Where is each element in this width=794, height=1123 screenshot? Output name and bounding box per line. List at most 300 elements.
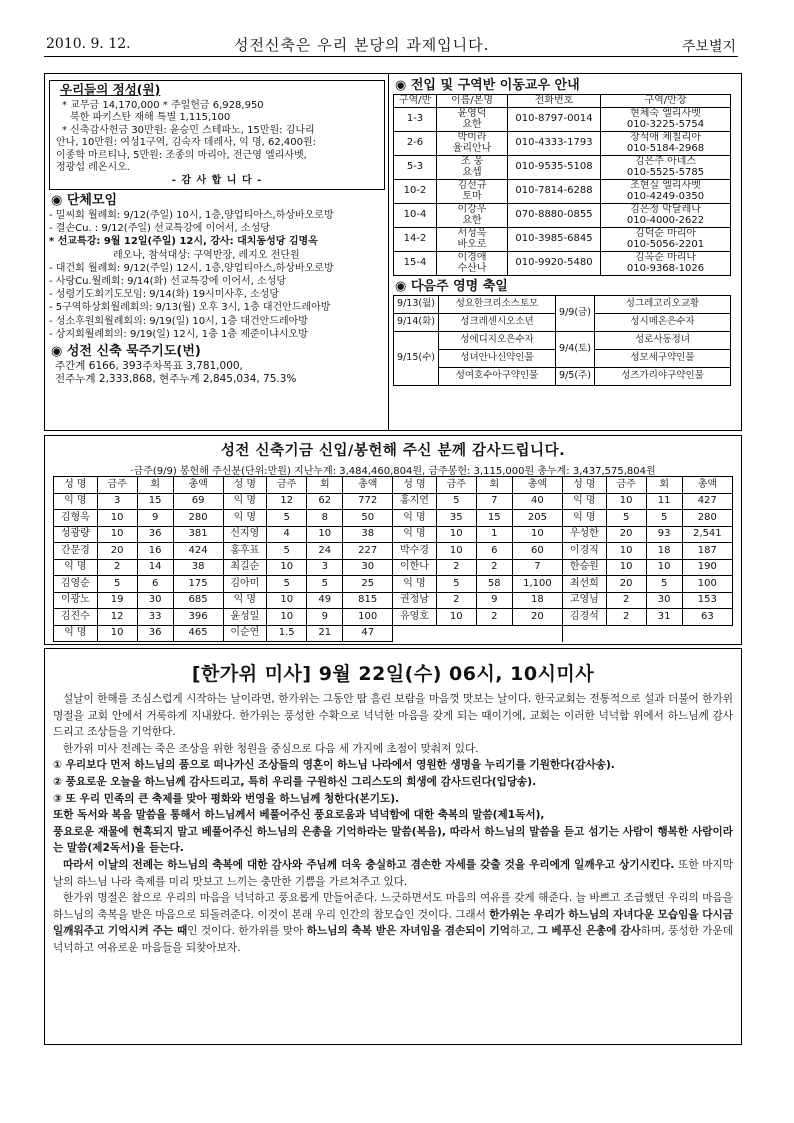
total: 100 xyxy=(682,576,732,593)
this-week: 2 xyxy=(606,592,646,609)
feast-name: 성즈가리야구약인물 xyxy=(595,367,731,385)
count: 6 xyxy=(137,576,173,593)
offering-line: * 신축감사헌금 30만원: 윤승민 스테파노, 15만원: 김나리 xyxy=(62,124,315,136)
offering-line: 이종학 마르티나, 5만원: 조종의 마리아, 전근영 엘리사벳, xyxy=(56,149,307,161)
feast-name: 성여호수아구약인물 xyxy=(439,367,556,385)
mass-reading: 또한 독서와 복음 말씀을 통해서 하느님께서 베풀어주신 풍요로움과 넉넉함에 대한 축복의 말씀(제1독서), xyxy=(53,809,545,822)
table-row xyxy=(394,367,731,385)
donor-name: 신지영 xyxy=(223,526,267,543)
total: 2,541 xyxy=(682,526,732,543)
count: 11 xyxy=(646,493,682,510)
count: 58 xyxy=(476,576,512,593)
fund-title: 성전 신축기금 신입/봉헌해 주신 분께 감사드립니다. xyxy=(220,443,566,459)
feast-name: 성녀안나신약인물 xyxy=(439,349,556,367)
this-week: 1.5 xyxy=(267,625,307,642)
fund-header-cell: 금주 xyxy=(267,477,307,494)
fund-header-cell: 성 명 xyxy=(223,477,267,494)
this-week: 5 xyxy=(436,576,476,593)
mass-text: 하고, xyxy=(509,925,538,938)
table-row xyxy=(394,179,731,203)
groups-title: ◉ 단체모임 xyxy=(51,193,118,208)
group-item: - 성령기도회기도모임: 9/14(화) 19시미사후, 소성당 xyxy=(49,289,280,301)
fund-header-cell: 금주 xyxy=(97,477,137,494)
group-item: - 성소후원회월례회의: 9/19(일) 10시, 1층 대건안드레아방 xyxy=(49,315,308,327)
table-row xyxy=(394,107,731,131)
zone: 2-6 xyxy=(394,131,437,155)
leader: 김덕순 마리아 xyxy=(634,227,697,239)
total: 25 xyxy=(343,576,393,593)
total: 227 xyxy=(343,543,393,560)
donor-name: 이광노 xyxy=(54,592,98,609)
count: 93 xyxy=(646,526,682,543)
total: 47 xyxy=(343,625,393,642)
feast-name: 성크레센시오소년 xyxy=(439,313,556,331)
fund-header-cell: 회 xyxy=(476,477,512,494)
total: 38 xyxy=(343,526,393,543)
total: 38 xyxy=(173,559,223,576)
table-row xyxy=(54,510,733,527)
donor-name: 익 명 xyxy=(54,625,98,642)
count: 36 xyxy=(137,625,173,642)
this-week: 12 xyxy=(267,493,307,510)
leader-cell xyxy=(601,179,731,203)
this-week: 10 xyxy=(436,526,476,543)
baptismal-name: 바오로 xyxy=(457,239,487,250)
donor-name: 유영호 xyxy=(393,609,437,626)
feast-date: 9/9(금) xyxy=(556,295,595,331)
count: 5 xyxy=(646,510,682,527)
donor-name: 익 명 xyxy=(393,510,437,527)
mass-text: 인 것이다. 한가위를 맞아 xyxy=(187,925,307,938)
th-phone: 전화번호 xyxy=(508,95,601,108)
this-week: 10 xyxy=(606,559,646,576)
th-zone: 구역/반 xyxy=(394,95,437,108)
group-item: * 선교특강: 9월 12일(주일) 12시, 강사: 대치동성당 김명옥 xyxy=(49,236,318,248)
name-cell xyxy=(437,155,508,179)
feast-name: 성요한크리소스토모 xyxy=(439,295,556,313)
total: 63 xyxy=(682,609,732,626)
group-item: - 결손Cu. : 9/12(주일) 선교특강에 이어서, 소성당 xyxy=(49,223,270,235)
count: 5 xyxy=(307,576,343,593)
donor-name: 김형욱 xyxy=(54,510,98,527)
this-week: 10 xyxy=(267,592,307,609)
donor-name: 익 명 xyxy=(223,592,267,609)
total: 772 xyxy=(343,493,393,510)
page-header xyxy=(44,34,738,57)
this-week: 12 xyxy=(97,609,137,626)
this-week: 10 xyxy=(97,510,137,527)
count: 31 xyxy=(646,609,682,626)
donor-name: 최선희 xyxy=(563,576,607,593)
mass-paragraph: 한가위 미사 전례는 죽은 조상을 위한 청원을 중심으로 다음 세 가지에 초점이 맞춰져 있다. xyxy=(63,742,479,755)
total: 815 xyxy=(343,592,393,609)
offering-title: 우리들의 정성(원) xyxy=(60,82,161,97)
empty-cell xyxy=(563,625,607,642)
phone: 010-4333-1793 xyxy=(508,131,601,155)
this-week: 20 xyxy=(606,526,646,543)
count: 14 xyxy=(137,559,173,576)
this-week: 5 xyxy=(606,510,646,527)
donor-name: 익 명 xyxy=(223,510,267,527)
baptismal-name: 요한 xyxy=(462,215,482,226)
table-row xyxy=(394,227,731,251)
feast-name: 성로사동정녀 xyxy=(595,331,731,349)
name: 이강우 xyxy=(457,203,487,215)
leader-phone: 010-9368-1026 xyxy=(626,263,705,274)
donor-name: 홍후표 xyxy=(223,543,267,560)
this-week: 19 xyxy=(97,592,137,609)
name-cell xyxy=(437,203,508,227)
table-row xyxy=(54,559,733,576)
table-row xyxy=(394,251,731,275)
group-item: - 사랑Cu.월례회: 9/14(화) 선교특강에 이어서, 소성당 xyxy=(49,276,287,288)
name: 박미라 xyxy=(457,131,487,143)
donor-name: 익 명 xyxy=(54,559,98,576)
prayer-line: 주간계 6166, 393주차목표 3,781,000, xyxy=(55,360,243,373)
header-date: 2010. 9. 12. xyxy=(46,36,131,52)
count: 30 xyxy=(137,592,173,609)
fund-header-cell: 금주 xyxy=(606,477,646,494)
total: 424 xyxy=(173,543,223,560)
zone: 5-3 xyxy=(394,155,437,179)
mass-body xyxy=(53,691,733,957)
count: 2 xyxy=(476,609,512,626)
this-week: 20 xyxy=(97,543,137,560)
leader-phone: 010-4249-0350 xyxy=(626,191,705,202)
count: 9 xyxy=(307,609,343,626)
donor-name: 권정남 xyxy=(393,592,437,609)
table-row xyxy=(54,592,733,609)
feast-title: ◉ 다음주 영명 축일 xyxy=(395,278,508,294)
count: 30 xyxy=(646,592,682,609)
table-row xyxy=(54,543,733,560)
donor-name: 이한나 xyxy=(393,559,437,576)
leader: 김옥순 마리나 xyxy=(634,251,697,263)
donor-name: 우성한 xyxy=(563,526,607,543)
mass-emphasis: 그 베푸신 은총에 감사 xyxy=(537,925,641,938)
donor-name: 김아미 xyxy=(223,576,267,593)
mass-emphasis: 한가위는 우리가 하느님의 자녀다운 모습임을 다시금 일깨워주고 기억시켜 주는 때 xyxy=(53,908,733,938)
this-week: 5 xyxy=(97,576,137,593)
table-header-row xyxy=(394,95,731,108)
feast-table xyxy=(393,295,731,386)
donor-name: 성광량 xyxy=(54,526,98,543)
total: 381 xyxy=(173,526,223,543)
transfers-table xyxy=(393,94,731,276)
total: 396 xyxy=(173,609,223,626)
donor-name: 한승원 xyxy=(563,559,607,576)
name: 서성욱 xyxy=(457,227,487,239)
total: 30 xyxy=(343,559,393,576)
total: 69 xyxy=(173,493,223,510)
offering-box xyxy=(49,80,385,190)
mass-section xyxy=(44,648,742,1045)
empty-cell xyxy=(476,625,512,642)
fund-header-cell: 회 xyxy=(307,477,343,494)
feast-name: 성그레고리오교황 xyxy=(595,295,731,313)
donor-name: 익 명 xyxy=(393,526,437,543)
leader: 현체숙 엘리사벳 xyxy=(630,107,701,119)
count: 9 xyxy=(476,592,512,609)
name: 이경애 xyxy=(457,251,487,263)
this-week: 10 xyxy=(436,543,476,560)
empty-cell xyxy=(393,625,437,642)
phone: 010-9535-5108 xyxy=(508,155,601,179)
empty-cell xyxy=(646,625,682,642)
total: 10 xyxy=(512,526,562,543)
this-week: 5 xyxy=(267,543,307,560)
fund-header-cell: 성 명 xyxy=(563,477,607,494)
zone: 10-4 xyxy=(394,203,437,227)
zone: 15-4 xyxy=(394,251,437,275)
leader: 김은주 아네스 xyxy=(634,155,697,167)
leader-phone: 010-4000-2622 xyxy=(626,215,705,226)
offering-line: * 교무금 14,170,000 * 주일헌금 6,928,950 xyxy=(62,99,264,111)
fund-header-cell: 총액 xyxy=(512,477,562,494)
this-week: 2 xyxy=(97,559,137,576)
feast-date: 9/13(월) xyxy=(394,295,439,313)
count: 33 xyxy=(137,609,173,626)
name-cell xyxy=(437,251,508,275)
left-column xyxy=(49,76,385,386)
feast-name: 성에디지오은수자 xyxy=(439,331,556,349)
fund-header-cell: 회 xyxy=(137,477,173,494)
name-cell xyxy=(437,131,508,155)
count: 15 xyxy=(476,510,512,527)
donor-name: 익 명 xyxy=(563,493,607,510)
count: 10 xyxy=(307,526,343,543)
table-row xyxy=(54,526,733,543)
prayer-line: 전주누계 2,333,868, 현주누계 2,845,034, 75.3% xyxy=(55,373,297,386)
total: 18 xyxy=(512,592,562,609)
phone: 070-8880-0855 xyxy=(508,203,601,227)
right-column xyxy=(393,76,735,386)
total: 280 xyxy=(173,510,223,527)
this-week: 3 xyxy=(97,493,137,510)
total: 175 xyxy=(173,576,223,593)
leader-cell xyxy=(601,155,731,179)
name-cell xyxy=(437,107,508,131)
fund-header-cell: 성 명 xyxy=(393,477,437,494)
fund-section xyxy=(44,435,742,645)
name: 윤영덕 xyxy=(457,107,487,119)
count: 21 xyxy=(307,625,343,642)
count: 6 xyxy=(476,543,512,560)
baptismal-name: 율리안나 xyxy=(452,143,492,154)
name: 김선규 xyxy=(457,179,487,191)
baptismal-name: 수산나 xyxy=(457,263,487,274)
feast-date: 9/5(주) xyxy=(556,367,595,385)
mass-point: ③ 또 우리 민족의 큰 축제를 맞아 평화와 번영을 하느님께 청한다(본기도). xyxy=(53,792,400,805)
empty-cell xyxy=(606,625,646,642)
total: 187 xyxy=(682,543,732,560)
total: 153 xyxy=(682,592,732,609)
leader-phone: 010-3225-5754 xyxy=(626,119,705,130)
feast-date: 9/4(토) xyxy=(556,331,595,367)
fund-header-cell: 총액 xyxy=(173,477,223,494)
leader-cell xyxy=(601,107,731,131)
count: 2 xyxy=(476,559,512,576)
donor-name: 익 명 xyxy=(54,493,98,510)
donor-name: 익 명 xyxy=(563,510,607,527)
mass-point: ② 풍요로운 오늘을 하느님께 감사드리고, 특히 우리를 구원하신 그리스도의 희생에 감사드린다(입당송). xyxy=(53,775,537,788)
baptismal-name: 요한 xyxy=(462,119,482,130)
mass-emphasis: 따라서 이날의 전례는 하느님의 축복에 대한 감사와 주님께 더욱 충실하고 겸손한 자세를 갖출 것을 우리에게 일깨우고 상기시킨다. xyxy=(63,858,675,871)
th-name: 이름/본명 xyxy=(437,95,508,108)
name-cell xyxy=(437,179,508,203)
count: 7 xyxy=(476,493,512,510)
table-row xyxy=(54,609,733,626)
empty-cell xyxy=(682,625,732,642)
header-title: 성전신축은 우리 본당의 과제입니다. xyxy=(234,36,490,54)
donor-name: 익 명 xyxy=(393,576,437,593)
this-week: 10 xyxy=(606,543,646,560)
count: 3 xyxy=(307,559,343,576)
count: 15 xyxy=(137,493,173,510)
count: 49 xyxy=(307,592,343,609)
fund-header-cell: 총액 xyxy=(682,477,732,494)
leader: 조현실 엘리사벳 xyxy=(630,179,701,191)
group-item: - 상지회월례회의: 9/19(일) 12시, 1층 1층 제준이냐시오방 xyxy=(49,328,308,340)
table-row xyxy=(54,625,733,642)
total: 205 xyxy=(512,510,562,527)
feast-name: 성모세구약인물 xyxy=(595,349,731,367)
empty-cell xyxy=(512,625,562,642)
this-week: 5 xyxy=(436,493,476,510)
count: 62 xyxy=(307,493,343,510)
total: 20 xyxy=(512,609,562,626)
table-row xyxy=(394,331,731,349)
count: 5 xyxy=(646,576,682,593)
group-item: - 밀씨회 월례회: 9/12(주일) 10시, 1층,양업티아스,하상바오로방 xyxy=(49,210,334,221)
mass-reading: 풍요로운 재물에 현혹되지 말고 베풀어주신 하느님의 은총을 기억하라는 말씀(복음), 따라서 하느님의 말씀을 듣고 섬기는 사람이 행복한 사람이라는 말씀(제2독서)을 듣는다. xyxy=(53,825,733,855)
total: 50 xyxy=(343,510,393,527)
empty-cell xyxy=(436,625,476,642)
donor-name: 이경직 xyxy=(563,543,607,560)
mass-text: 하며, 풍성한 가운데 넉넉하고 여유로운 마음들을 되찾아보자. xyxy=(53,925,733,954)
table-row xyxy=(394,155,731,179)
phone: 010-7814-6288 xyxy=(508,179,601,203)
leader-cell xyxy=(601,203,731,227)
table-row xyxy=(394,203,731,227)
donor-name: 최길순 xyxy=(223,559,267,576)
fund-header-cell: 회 xyxy=(646,477,682,494)
mass-title: [한가위 미사] 9월 22일(수) 06시, 10시미사 xyxy=(191,663,595,685)
table-row xyxy=(54,576,733,593)
feast-date: 9/15(수) xyxy=(394,331,439,385)
this-week: 10 xyxy=(97,625,137,642)
total: 280 xyxy=(682,510,732,527)
total: 427 xyxy=(682,493,732,510)
top-section xyxy=(44,73,742,431)
total: 685 xyxy=(173,592,223,609)
donor-name: 김진수 xyxy=(54,609,98,626)
donor-name: 홍지연 xyxy=(393,493,437,510)
group-item: - 5구역하상회월례회의: 9/13(월) 오후 3시, 1층 대건안드레아방 xyxy=(49,302,331,314)
group-item: - 대건회 월례회: 9/12(주일) 12시, 1층,양업티아스,하상바오로방 xyxy=(49,262,334,274)
total: 60 xyxy=(512,543,562,560)
count: 10 xyxy=(646,559,682,576)
donor-name: 김경석 xyxy=(563,609,607,626)
this-week: 5 xyxy=(267,510,307,527)
leader-phone: 010-5056-2201 xyxy=(626,239,705,250)
table-header-row xyxy=(54,477,733,494)
mass-text: 한가위 명절은 참으로 우리의 마음을 넉넉하고 풍요롭게 만들어준다. 느긋하면서도 마음의 여유를 갖게 해준다. 늘 바쁘고 조급했던 우리의 마음을 하느님의 축복을 받은 마음으로 되돌려준다. 이것이 본래 우리 인간의 참모습인 것이다. 그래서 xyxy=(53,892,733,921)
offering-line: 북한 파키스탄 재해 특별 1,115,100 xyxy=(70,112,231,123)
fund-header-cell: 총액 xyxy=(343,477,393,494)
th-leader: 구역/반장 xyxy=(601,95,731,108)
leader-phone: 010-5525-5785 xyxy=(626,167,705,178)
offering-line: 정광섭 레온시오. xyxy=(56,162,130,173)
offering-thanks: - 감 사 합 니 다 - xyxy=(171,174,263,186)
fund-subtitle: ·금주(9/9) 봉헌해 주신분(단위:만원) 지난누계: 3,484,460,804원, 금주봉헌: 3,115,000원 총누계: 3,437,575,804원 xyxy=(130,466,656,477)
fund-header-cell: 금주 xyxy=(436,477,476,494)
feast-date: 9/14(화) xyxy=(394,313,439,331)
leader: 김은정 막달레나 xyxy=(630,203,701,215)
transfers-title: ◉ 전입 및 구역반 이동교우 안내 xyxy=(395,78,580,93)
phone: 010-8797-0014 xyxy=(508,107,601,131)
count: 16 xyxy=(137,543,173,560)
total: 7 xyxy=(512,559,562,576)
count: 24 xyxy=(307,543,343,560)
mass-text: 또한 마지막 날의 하느님 나라 축제를 미리 맛보고 느끼는 충만한 기쁨을 가르쳐주고 있다. xyxy=(53,858,733,888)
groups-list xyxy=(49,209,385,341)
table-row xyxy=(394,295,731,313)
leader-cell xyxy=(601,131,731,155)
prayer-title: ◉ 성전 신축 묵주기도(번) xyxy=(51,344,201,360)
donor-name: 고영님 xyxy=(563,592,607,609)
leader-phone: 010-5184-2968 xyxy=(626,143,705,154)
donor-name: 이순연 xyxy=(223,625,267,642)
phone: 010-9920-5480 xyxy=(508,251,601,275)
donor-name: 박수경 xyxy=(393,543,437,560)
count: 18 xyxy=(646,543,682,560)
zone: 1-3 xyxy=(394,107,437,131)
total: 40 xyxy=(512,493,562,510)
this-week: 2 xyxy=(606,609,646,626)
this-week: 20 xyxy=(606,576,646,593)
this-week: 10 xyxy=(606,493,646,510)
count: 36 xyxy=(137,526,173,543)
donor-name: 김영순 xyxy=(54,576,98,593)
this-week: 2 xyxy=(436,559,476,576)
this-week: 10 xyxy=(97,526,137,543)
count: 9 xyxy=(137,510,173,527)
group-item: 레오나, 참석대상: 구역반장, 레지오 전단원 xyxy=(113,249,300,261)
table-row xyxy=(394,131,731,155)
leader-cell xyxy=(601,227,731,251)
this-week: 10 xyxy=(436,609,476,626)
total: 190 xyxy=(682,559,732,576)
baptismal-name: 토마 xyxy=(462,191,482,202)
table-row xyxy=(54,493,733,510)
header-label: 주보별지 xyxy=(681,39,736,55)
donor-name: 윤성일 xyxy=(223,609,267,626)
total: 100 xyxy=(343,609,393,626)
name: 조 웅 xyxy=(460,155,484,167)
column-divider xyxy=(388,74,389,430)
this-week: 35 xyxy=(436,510,476,527)
total: 465 xyxy=(173,625,223,642)
offering-line: 안나, 10만원: 여성1구역, 김숙자 데레사, 익 명, 62,400원: xyxy=(56,137,317,148)
name-cell xyxy=(437,227,508,251)
total: 1,100 xyxy=(512,576,562,593)
baptismal-name: 요셉 xyxy=(462,167,482,178)
zone: 10-2 xyxy=(394,179,437,203)
this-week: 5 xyxy=(267,576,307,593)
fund-header-cell: 성 명 xyxy=(54,477,98,494)
mass-paragraph: 설날이 한해를 조심스럽게 시작하는 날이라면, 한가위는 그동안 땀 흘린 보람을 마음껏 맛보는 날이다. 한국교회는 전통적으로 설과 더불어 한가위 명절을 교회 안에서 거룩하게 지내왔다. 한가위는 풍성한 수확으로 넉넉한 마음을 갖게 되는 때이기에, 교회는 이러한 넉넉함 위에서 하느님께 감사드리고 조상들을 기억한다. xyxy=(53,693,733,739)
